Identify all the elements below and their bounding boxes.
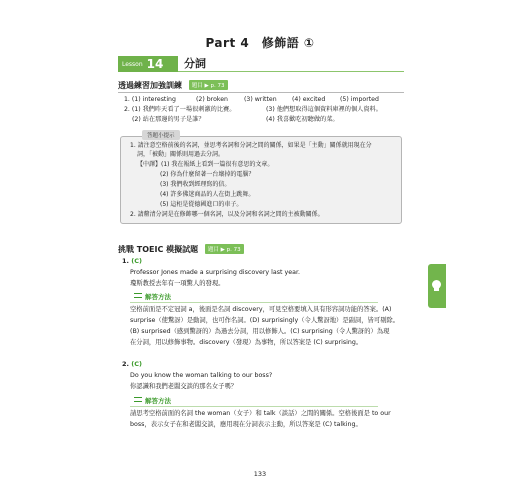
lines-icon (134, 293, 142, 298)
q2-explanation-label (134, 396, 171, 405)
q1-chinese: 瓊斯教授去年有一項驚人的發現。 (130, 280, 225, 287)
page-number: 133 (253, 470, 267, 478)
q2-answer: (C) (131, 360, 142, 368)
practice-item: 2. (1) 我們昨天看了一場很刺激的比賽。 (124, 106, 236, 113)
hint-line: (5) 這柜是從德國進口的車子。 (160, 201, 243, 208)
q1-expl-line: 空格前面是不定冠詞 a，後面是名詞 discovery，可見空格要填入具有形容詞功能的答案。(A) (130, 306, 392, 313)
hint-line: (4) 許多佛迷商品的人在街上跳舞。 (160, 191, 255, 198)
practice-item: (2) 站在那邊的男子是誰？ (132, 116, 205, 123)
part-title: Part 4 修飾語 ① (205, 36, 315, 50)
q2-expl-label-text: 解答方法 (145, 397, 171, 405)
practice-item: (5) imported (340, 96, 379, 103)
practice-ref-tag: 題目 ▶ p. 73 (189, 80, 228, 90)
hint-line: 2. 請釐清分詞是在修飾哪一個名詞，以及分詞和名詞之間的主被動關係。 (130, 211, 324, 218)
lesson-name: 分詞 (184, 57, 206, 70)
practice-item: (4) excited (292, 96, 326, 103)
practice-heading-text: 透過練習加強訓練 (118, 81, 182, 90)
q2-num: 2. (122, 360, 129, 368)
side-tab (428, 264, 446, 308)
practice-heading (118, 80, 228, 91)
practice-item: 1. (1) interesting (124, 96, 176, 103)
q1-expl-line: (B) surprised（感到驚訝的）為過去分詞，用以修飾人。(C) surprising（令人驚訝的）為現 (130, 328, 390, 335)
q1-number (122, 257, 142, 265)
toeic-ref-tag: 題目 ▶ p. 73 (205, 244, 244, 254)
practice-item: (3) 他們想取得這個資料庫裡的個人資料。 (266, 106, 382, 113)
q2-expl-rule (130, 406, 378, 407)
hint-line: 【中譯】(1) 我在報紙上看到一篇很有意思的文章。 (137, 161, 274, 168)
practice-item: (2) broken (196, 96, 228, 103)
q1-expl-line: surprise（使驚訝）是動詞，也可作名詞。(D) surprisingly（令人驚訝地）是副詞，皆可剔除。 (130, 317, 400, 324)
lesson-bar (118, 56, 404, 72)
toeic-heading-text: 挑戰 TOEIC 模擬試題 (118, 245, 199, 254)
practice-rule (118, 92, 404, 93)
q1-expl-label-text: 解答方法 (145, 293, 171, 301)
hint-line: 詞，「被動」關係則用過去分詞。 (137, 151, 225, 158)
lesson-word: Lesson (122, 60, 143, 68)
q2-chinese: 你認識和我們老闆交談的那名女子嗎？ (130, 383, 238, 390)
hint-line: 1. 請注意空格前後的名詞，並思考名詞和分詞之間的關係，如果是「主動」關係就用現在分 (130, 142, 372, 149)
lesson-number: 14 (146, 57, 164, 71)
q1-explanation-label (134, 292, 171, 301)
lesson-badge (118, 56, 178, 72)
q1-answer: (C) (131, 257, 142, 265)
practice-item: (4) 我喜歡吃初聽做的菜。 (266, 116, 339, 123)
hint-tab: 答題小提示 (142, 130, 180, 140)
q2-expl-line: 請思考空格前面的名詞 the woman（女子）和 talk（談話）之間的關係。空格後面是 to our (130, 410, 391, 417)
hint-line: (3) 我們收到經理寫的信。 (160, 181, 231, 188)
q1-english: Professor Jones made a surprising discovery last year. (130, 269, 300, 276)
q1-num: 1. (122, 257, 129, 265)
q1-expl-rule (130, 302, 378, 303)
q1-expl-line: 在分詞，用以修飾事物。discovery（發現）為事物，所以答案是 (C) surprising。 (130, 339, 363, 346)
toeic-heading (118, 244, 244, 255)
lines-icon (134, 397, 142, 402)
q2-expl-line: boss，表示女子在和老闆交談，應用現在分詞表示主動，所以答案是 (C) talking。 (130, 421, 362, 428)
hint-line: (2) 你為什麼留著一台壞掉的電腦？ (160, 171, 255, 178)
q2-number (122, 360, 142, 368)
q2-english: Do you know the woman talking to our boss? (130, 372, 273, 379)
practice-item: (3) written (244, 96, 277, 103)
